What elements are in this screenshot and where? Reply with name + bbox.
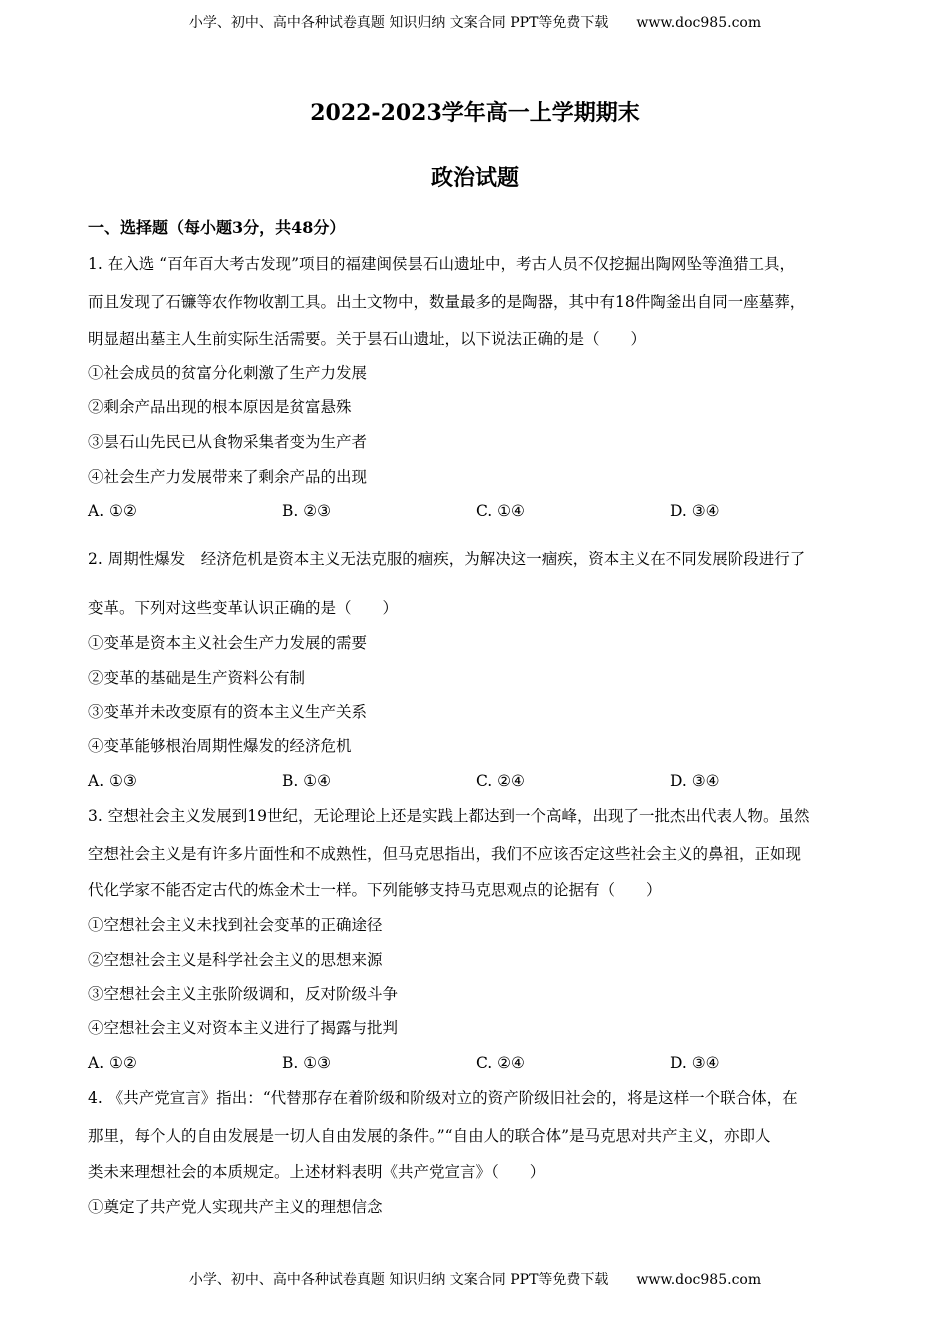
question-1-choice: B. ②③ — [282, 502, 332, 520]
page-footer — [0, 1270, 950, 1290]
question-1-choice: A. ①② — [88, 502, 137, 520]
question-2-stem-line: 变革。下列对这些变革认识正确的是（ ） — [88, 599, 399, 617]
question-3-stem-line: 代化学家不能否定古代的炼金术士一样。下列能够支持马克思观点的论据有（ ） — [88, 881, 662, 899]
question-2-choice: A. ①③ — [88, 772, 137, 790]
question-3-stem-line: 3. 空想社会主义发展到19世纪，无论理论上还是实践上都达到一个高峰，出现了一批杰出代表人物。虽然 — [88, 807, 810, 825]
question-3-statement: ①空想社会主义未找到社会变革的正确途径 — [88, 916, 383, 934]
question-4-stem-line: 那里，每个人的自由发展是一切人自由发展的条件。”“自由人的联合体”是马克思对共产主义，亦即人 — [88, 1127, 771, 1145]
question-2-stem-line: 2. 周期性爆发 经济危机是资本主义无法克服的痼疾，为解决这一痼疾，资本主义在不同发展阶段进行了 — [88, 550, 806, 568]
question-2-statement: ①变革是资本主义社会生产力发展的需要 — [88, 634, 368, 652]
question-3-choice: C. ②④ — [476, 1054, 525, 1072]
header-text: 小学、初中、高中各种试卷真题 知识归纳 文案合同 PPT等免费下载 — [188, 15, 609, 31]
question-1-stem-line: 明显超出墓主人生前实际生活需要。关于昙石山遗址，以下说法正确的是（ ） — [88, 330, 647, 348]
page-header — [0, 13, 950, 33]
question-2-choice: D. ③④ — [670, 772, 720, 790]
question-3-choice: D. ③④ — [670, 1054, 720, 1072]
question-4-stem-line: 4. 《共产党宣言》指出：“代替那存在着阶级和阶级对立的资产阶级旧社会的，将是这样一个联合体，在 — [88, 1089, 798, 1107]
footer-site-link[interactable]: www.doc985.com — [636, 1272, 762, 1288]
doc-subtitle: 政治试题 — [430, 165, 519, 191]
footer-text: 小学、初中、高中各种试卷真题 知识归纳 文案合同 PPT等免费下载 — [188, 1272, 609, 1288]
question-1-choice: C. ①④ — [476, 502, 525, 520]
question-3-statement: ③空想社会主义主张阶级调和，反对阶级斗争 — [88, 985, 399, 1003]
question-1-stem-line: 1. 在入选 “百年百大考古发现”项目的福建闽侯昙石山遗址中，考古人员不仅挖掘出陶网坠等渔猎工具， — [88, 255, 795, 273]
question-3-stem-line: 空想社会主义是有许多片面性和不成熟性，但马克思指出，我们不应该否定这些社会主义的鼻祖，正如现 — [88, 845, 802, 863]
question-1-choice: D. ③④ — [670, 502, 720, 520]
question-3-statement: ④空想社会主义对资本主义进行了揭露与批判 — [88, 1019, 399, 1037]
question-2-choice: B. ①④ — [282, 772, 332, 790]
question-2-statement: ③变革并未改变原有的资本主义生产关系 — [88, 703, 368, 721]
question-2-statement: ②变革的基础是生产资料公有制 — [88, 669, 306, 687]
question-1-statement: ④社会生产力发展带来了剩余产品的出现 — [88, 468, 368, 486]
question-2-choice: C. ②④ — [476, 772, 525, 790]
question-4-stem-line: 类未来理想社会的本质规定。上述材料表明《共产党宣言》（ ） — [88, 1163, 546, 1181]
question-1-stem-line: 而且发现了石镰等农作物收割工具。出土文物中，数量最多的是陶器，其中有18件陶釜出自同一座墓葬， — [88, 293, 806, 311]
section-heading: 一、选择题（每小题3分，共48分） — [88, 218, 346, 237]
question-1-statement: ①社会成员的贫富分化刺激了生产力发展 — [88, 364, 368, 382]
question-3-statement: ②空想社会主义是科学社会主义的思想来源 — [88, 951, 383, 969]
header-site-link[interactable]: www.doc985.com — [636, 15, 762, 31]
question-3-choice: B. ①③ — [282, 1054, 332, 1072]
question-1-statement: ③昙石山先民已从食物采集者变为生产者 — [88, 433, 368, 451]
question-2-statement: ④变革能够根治周期性爆发的经济危机 — [88, 737, 352, 755]
question-1-statement: ②剩余产品出现的根本原因是贫富悬殊 — [88, 398, 352, 416]
doc-title: 2022-2023学年高一上学期期末 — [310, 100, 640, 126]
question-4-statement: ①奠定了共产党人实现共产主义的理想信念 — [88, 1198, 383, 1216]
question-3-choice: A. ①② — [88, 1054, 137, 1072]
